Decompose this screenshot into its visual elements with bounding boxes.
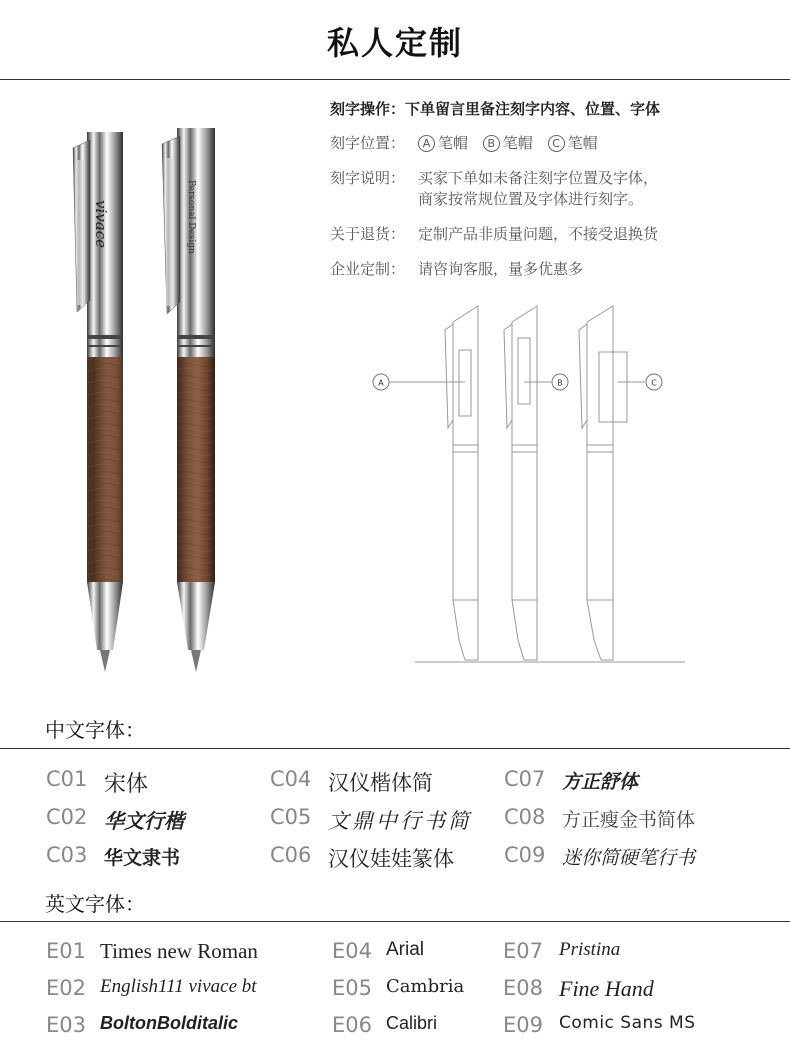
enterprise-text: 请咨询客服，量多优惠多 xyxy=(418,260,584,278)
page-title: 私人定制 xyxy=(326,24,463,62)
explain-line-1: 买家下单如未备注刻字位置及字体， xyxy=(418,169,659,187)
font-code: C07 xyxy=(504,767,546,791)
position-c-mark: C xyxy=(548,135,565,152)
font-name: BoltonBolditalic xyxy=(100,1013,238,1033)
position-c-text: 笔帽 xyxy=(567,134,598,152)
font-name: Cambria xyxy=(386,976,465,997)
font-code: C05 xyxy=(270,805,312,829)
callout-a xyxy=(373,374,389,390)
font-item-e05 xyxy=(332,976,465,1000)
font-code: C01 xyxy=(46,767,88,791)
english-fonts-title: 英文字体： xyxy=(45,892,145,916)
font-item-e07 xyxy=(503,939,621,963)
font-item-c09 xyxy=(504,843,696,869)
enterprise-label: 企业定制： xyxy=(330,260,406,278)
chinese-fonts-divider xyxy=(0,748,790,749)
enterprise-row xyxy=(330,259,770,280)
font-code: E07 xyxy=(503,939,543,963)
explain-line-2: 商家按常规位置及字体进行刻字。 xyxy=(418,190,644,208)
font-item-c03 xyxy=(46,843,181,869)
font-item-c04 xyxy=(270,767,433,795)
return-row xyxy=(330,224,770,245)
pen-left xyxy=(73,132,123,672)
callout-b xyxy=(552,374,568,390)
font-name: Pristina xyxy=(559,939,621,960)
engraving-left: vivace xyxy=(92,200,110,248)
font-name: 迷你简硬笔行书 xyxy=(562,847,696,869)
callout-b-label: B xyxy=(557,378,563,388)
font-name: 文鼎中行书简 xyxy=(328,809,472,833)
font-item-c01 xyxy=(46,767,149,797)
position-label: 刻字位置： xyxy=(330,134,406,152)
font-item-e08 xyxy=(503,976,654,1001)
font-item-e01 xyxy=(46,939,258,963)
font-item-e09 xyxy=(503,1013,696,1037)
font-code: C03 xyxy=(46,843,88,867)
font-code: C04 xyxy=(270,767,312,791)
explain-row xyxy=(330,168,770,210)
font-name: Fine Hand xyxy=(559,976,654,1001)
position-b-text: 笔帽 xyxy=(502,134,533,152)
font-name: 方正舒体 xyxy=(562,771,639,793)
callout-c-label: C xyxy=(651,378,657,388)
font-code: C08 xyxy=(504,805,546,829)
font-name: Times new Roman xyxy=(100,939,258,963)
pen-right xyxy=(162,128,215,672)
font-code: E09 xyxy=(503,1013,543,1037)
font-name: Comic Sans MS xyxy=(559,1013,696,1033)
font-name: Arial xyxy=(386,939,425,960)
font-code: C09 xyxy=(504,843,546,867)
return-label: 关于退货： xyxy=(330,225,406,243)
font-item-e02 xyxy=(46,976,257,1000)
font-item-e03 xyxy=(46,1013,238,1037)
engraving-operation: 刻字操作：下单留言里备注刻字内容、位置、字体 xyxy=(330,100,661,118)
callout-a-label: A xyxy=(378,378,384,388)
font-item-e06 xyxy=(332,1013,438,1037)
font-item-c08 xyxy=(504,805,696,831)
position-row xyxy=(330,133,770,154)
pens-photo xyxy=(55,120,245,680)
font-item-c02 xyxy=(46,805,184,833)
font-code: E03 xyxy=(46,1013,86,1037)
font-code: E01 xyxy=(46,939,86,963)
font-name: 汉仪楷体简 xyxy=(328,771,433,795)
font-item-e04 xyxy=(332,939,425,963)
font-code: E06 xyxy=(332,1013,372,1037)
font-name: English111 vivace bt xyxy=(100,976,257,997)
explain-label: 刻字说明： xyxy=(330,169,406,187)
engraving-position-diagram xyxy=(365,300,695,670)
engraving-info xyxy=(330,98,770,294)
font-item-c06 xyxy=(270,843,454,871)
font-item-c07 xyxy=(504,767,639,793)
position-a-text: 笔帽 xyxy=(438,134,469,152)
chinese-fonts-title: 中文字体： xyxy=(45,718,145,742)
position-a-mark: A xyxy=(418,135,435,152)
font-name: Calibri xyxy=(386,1013,438,1033)
font-name: 方正瘦金书简体 xyxy=(562,809,696,831)
english-fonts-divider xyxy=(0,921,790,922)
font-code: E02 xyxy=(46,976,86,1000)
font-name: 华文行楷 xyxy=(104,809,184,833)
font-name: 汉仪娃娃篆体 xyxy=(328,847,454,871)
callout-c xyxy=(646,374,662,390)
return-text: 定制产品非质量问题，不接受退换货 xyxy=(418,225,659,243)
font-code: E05 xyxy=(332,976,372,1000)
font-item-c05 xyxy=(270,805,472,833)
font-code: C06 xyxy=(270,843,312,867)
title-divider xyxy=(0,79,790,80)
font-name: 宋体 xyxy=(104,772,149,797)
font-code: E04 xyxy=(332,939,372,963)
font-code: E08 xyxy=(503,976,543,1000)
font-name: 华文隶书 xyxy=(104,847,181,869)
position-b-mark: B xyxy=(483,135,500,152)
font-code: C02 xyxy=(46,805,88,829)
engraving-right: Personal Design xyxy=(186,180,196,254)
